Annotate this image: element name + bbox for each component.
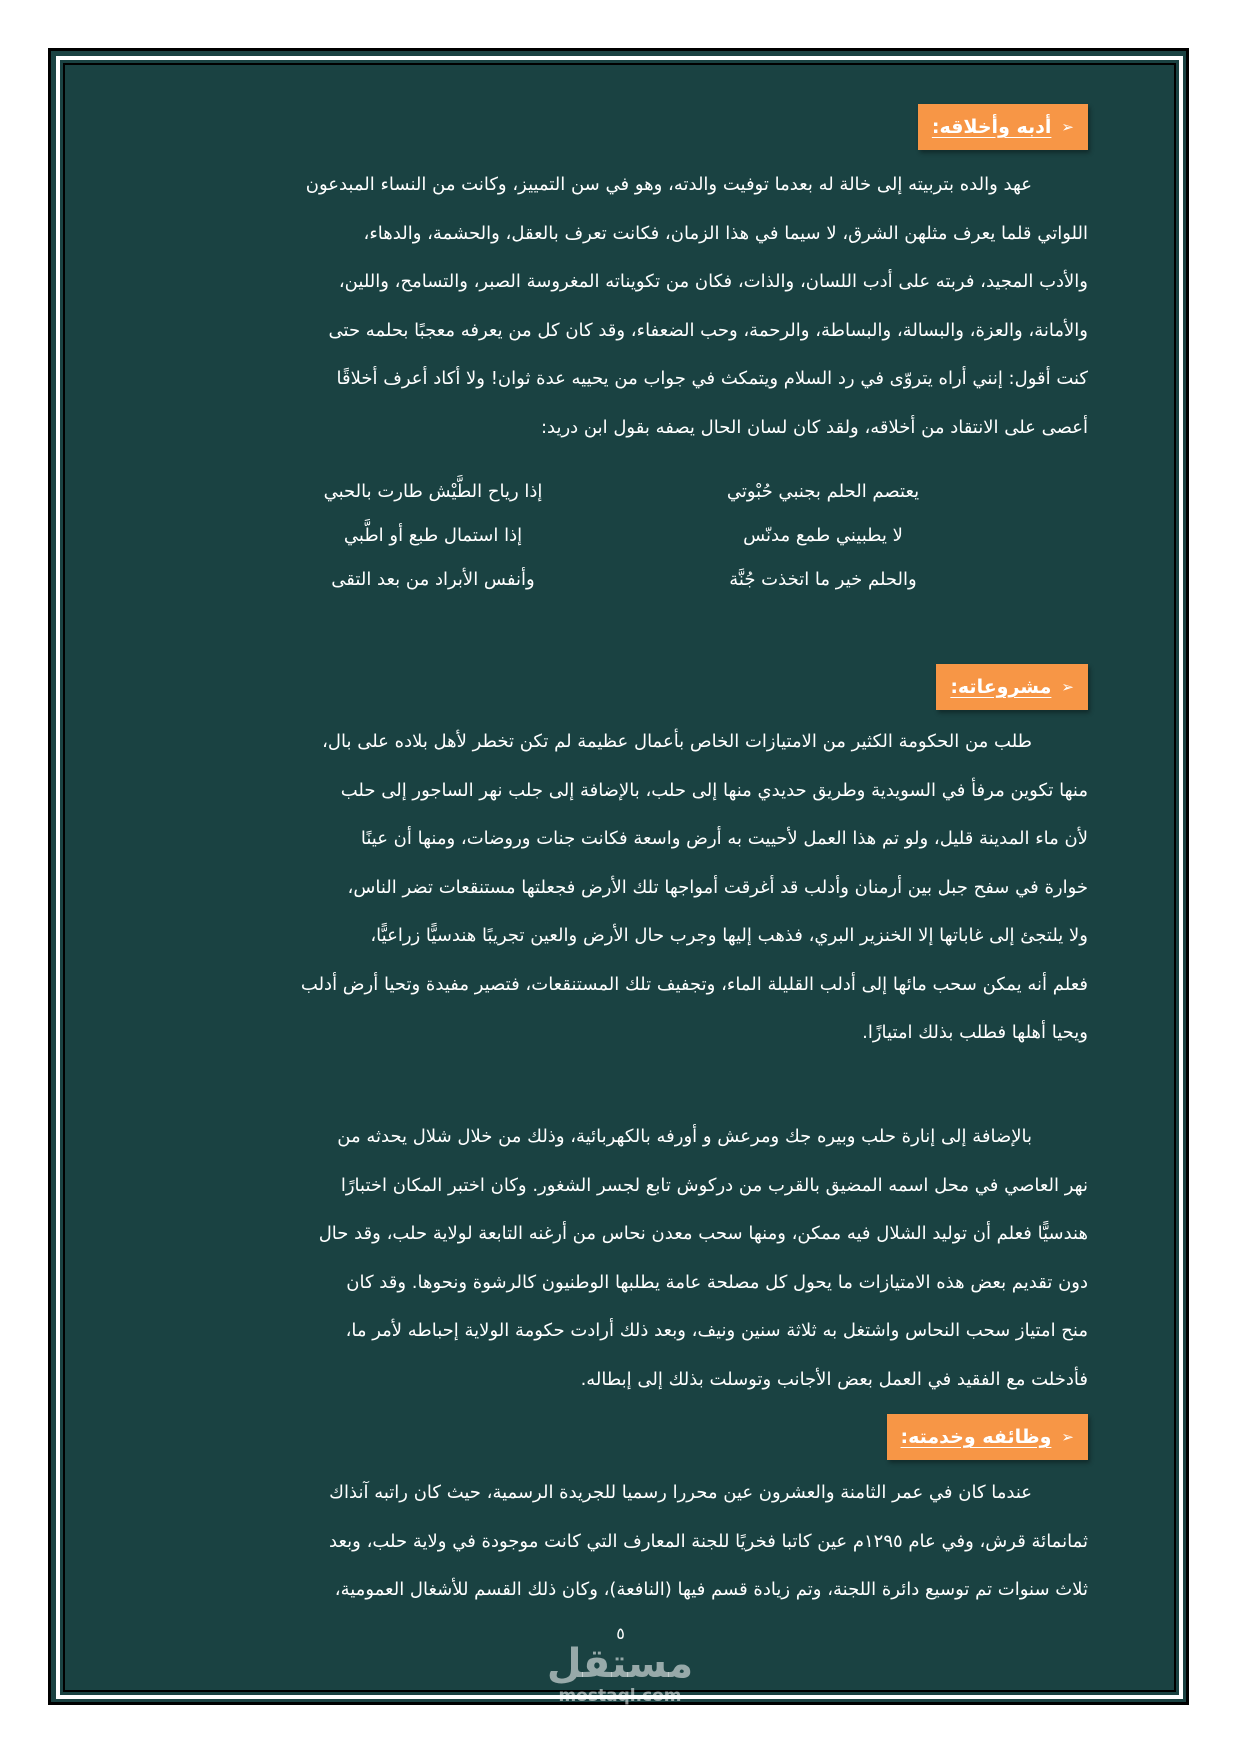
text-line: منها تكوين مرفأ في السويدية وطريق حديدي منها إلى حلب، بالإضافة إلى جلب نهر الساجور إلى حلب [340,779,1088,801]
text-line: طلب من الحكومة الكثير من الامتيازات الخاص بأعمال عظيمة لم تكن تخطر لأهل بلاده على بال، [322,731,1032,752]
poem [118,470,1088,602]
text-line: عندما كان في عمر الثامنة والعشرون عين محررا رسميا للجريدة الرسمية، حيث كان راتبه آنذاك [329,1482,1032,1503]
text-line: اللواتي قلما يعرف مثلهن الشرق، لا سيما في هذا الزمان، فكانت تعرف بالعقل، والحشمة، والدهاء، [363,222,1088,244]
paragraph-jobs [118,1469,1088,1615]
text-line: والأمانة، والعزة، والبسالة، والبساطة، والرحمة، وحب الضعفاء، وقد كان كل من يعرفه معجبًا بحلمه حتى [328,319,1088,341]
text-line: أعصى على الانتقاد من أخلاقه، ولقد كان لسان الحال يصفه بقول ابن دريد: [540,416,1088,438]
watermark-arabic: مستقل [546,1641,694,1687]
arrow-icon: ➢ [1061,1428,1074,1446]
section-heading-label: وظائفه وخدمته: [900,1426,1052,1448]
text-line: نهر العاصي في محل اسمه المضيق بالقرب من دركوش تابع لجسر الشغور. وكان اختبر المكان اختبارًا [340,1174,1088,1196]
text-line: كنت أقول: إنني أراه يتروّى في رد السلام ويتمكث في جواب من يحييه عدة ثوان! ولا أكاد أعرف أخلاقًا [336,368,1088,389]
text-line: ويحيا أهلها فطلب بذلك امتيازًا. [862,1022,1088,1043]
text-line: هندسيًّا فعلم أن توليد الشلال فيه ممكن، ومنها سحب معدن نحاس من أرغنه التابعة لولاية حلب، وقد حال [318,1223,1088,1244]
section-heading-manners [918,104,1088,150]
poem-hemistich-second: وأنفس الأبراد من بعد التقى [331,569,535,590]
paragraph-manners [118,161,1088,452]
text-line: عهد والده بتربيته إلى خالة له بعدما توفيت والدته، وهو في سن التمييز، وكانت من النساء المبدعون [305,174,1032,195]
text-line: ولا يلتجئ إلى غاباتها إلا الخنزير البري، فذهب إليها وجرب حال الأرض والعين تجريبًا هندسيًّا زراعيًّا، [370,925,1088,946]
poem-hemistich-second: إذا رياح الطَّيْش طارت بالحبي [323,481,543,502]
section-heading-label: أدبه وأخلاقه: [931,116,1052,138]
poem-verse [118,470,1088,514]
text-line: ثمانمائة قرش، وفي عام ١٢٩٥م عين كاتبا فخريًا للجنة المعارف التي كانت موجودة في ولاية حلب، وبعد [329,1530,1088,1552]
arrow-icon: ➢ [1061,118,1074,136]
poem-hemistich-first: يعتصم الحلم بجنبي حُبْوتي [726,481,920,502]
text-line: خوارة في سفح جبل بين أرمنان وأدلب قد أغرقت أمواجها تلك الأرض فجعلتها مستنقعات تضر الناس، [347,876,1088,898]
poem-verse [118,514,1088,558]
arrow-icon: ➢ [1061,678,1074,696]
text-line: دون تقديم بعض هذه الامتيازات ما يحول كل مصلحة عامة يطلبها الوطنيون كالرشوة ونحوها. وقد كان [346,1271,1088,1293]
poem-hemistich-first: والحلم خير ما اتخذت جُنَّة [729,569,917,590]
text-line: لأن ماء المدينة قليل، ولو تم هذا العمل لأحييت به أرض واسعة فكانت جنات وروضات، ومنها أن عينًا [360,828,1088,849]
poem-hemistich-first: لا يطبيني طمع مدنّس [743,525,903,546]
poem-hemistich-second: إذا استمال طبع أو اطَّبي [343,525,523,546]
text-line: ثلاث سنوات تم توسيع دائرة اللجنة، وتم زيادة قسم فيها (النافعة)، وكان ذلك القسم للأشغال العمومية، [334,1579,1088,1600]
watermark-logo [520,1642,720,1706]
section-heading-jobs [887,1414,1088,1460]
paragraph-projects [118,718,1088,1058]
text-line: بالإضافة إلى إنارة حلب وبيره جك ومرعش و أورفه بالكهربائية، وذلك من خلال شلال يحدثه من [337,1126,1032,1147]
text-line: فعلم أنه يمكن سحب مائها إلى أدلب القليلة الماء، وتجفيف تلك المستنقعات، فتصير مفيدة وتحيا أرض أدلب [300,973,1088,995]
section-heading-label: مشروعاته: [950,676,1052,698]
text-line: فأدخلت مع الفقيد في العمل بعض الأجانب وتوسلت بذلك إلى إبطاله. [580,1368,1088,1390]
watermark-latin: mostaql.com [558,1686,682,1706]
poem-verse [118,558,1088,602]
section-heading-projects [936,664,1088,710]
text-line: والأدب المجيد، فربته على أدب اللسان، والذات، فكان من تكويناته المغروسة الصبر، والتسامح، واللين، [338,271,1088,292]
paragraph-projects-continued [118,1113,1088,1404]
page-number: ٥ [616,1624,625,1643]
text-line: منح امتياز سحب النحاس واشتغل به ثلاثة سنين ونيف، وبعد ذلك أرادت حكومة الولاية إحباطه لأمر ما، [345,1320,1088,1341]
